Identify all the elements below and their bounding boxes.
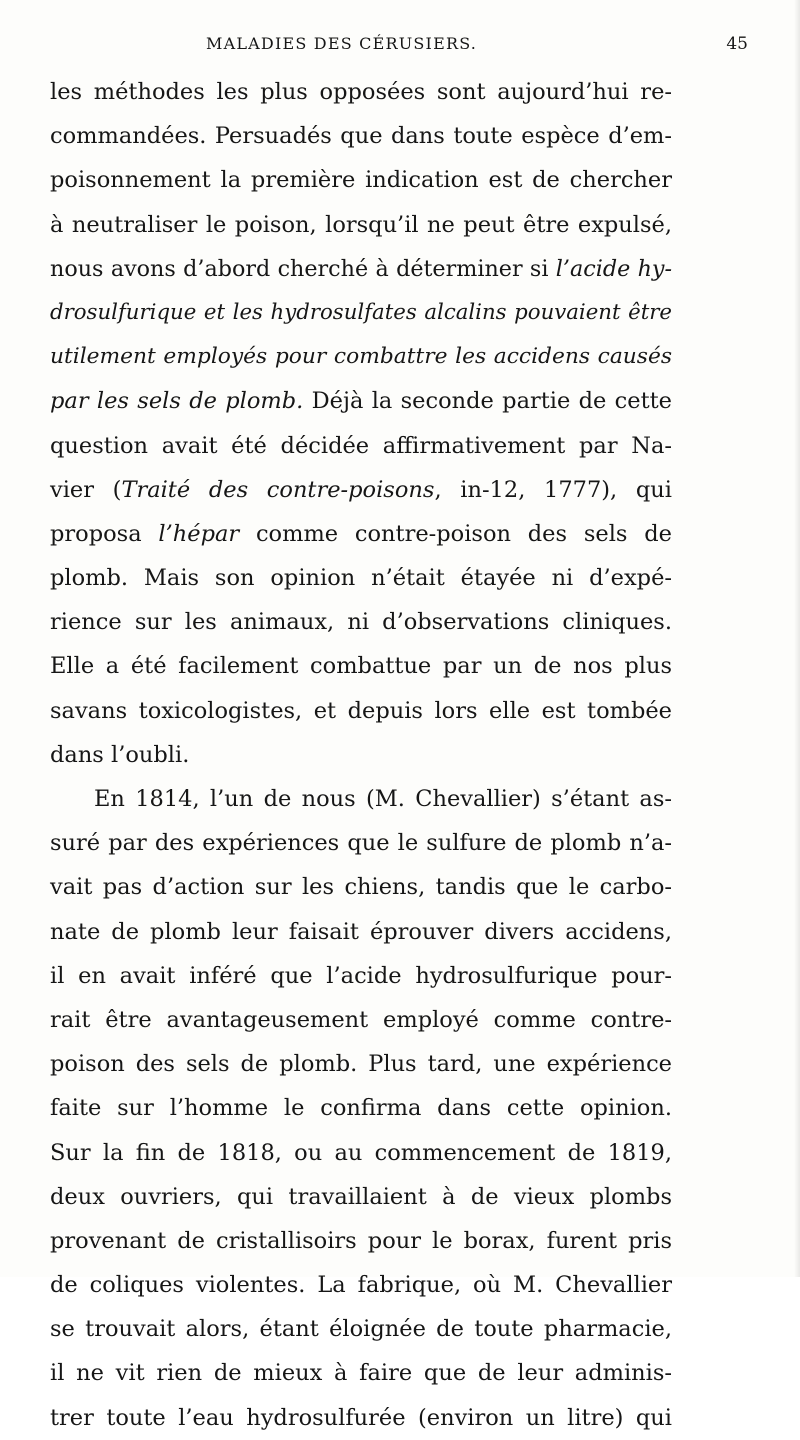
italic-segment: par les sels de plomb.	[50, 388, 304, 415]
page-header	[48, 34, 748, 62]
page-number: 45	[726, 34, 748, 54]
text-line	[50, 379, 672, 423]
text-line	[50, 689, 672, 733]
text-line	[50, 1086, 672, 1130]
text-segment: deux ouvriers, qui travaillaient à de vieux plombs	[50, 1183, 672, 1210]
text-segment: il en avait inféré que l’acide hydrosulfurique pour-	[50, 962, 672, 989]
text-segment: dans l’oubli.	[50, 741, 190, 768]
text-line	[50, 512, 672, 556]
text-segment: rait être avantageusement employé comme contre-	[50, 1006, 672, 1033]
text-segment: poisonnement la première indication est de chercher	[50, 167, 672, 194]
italic-segment: l’acide hy-	[555, 255, 672, 282]
text-segment: vier (	[50, 476, 122, 503]
text-segment: comme contre-poison des sels de	[239, 520, 672, 547]
text-segment: proposa	[50, 520, 159, 547]
text-segment: à neutraliser le poison, lorsqu’il ne peut être expulsé,	[50, 211, 672, 238]
text-line	[50, 556, 672, 600]
text-segment: commandées. Persuadés que dans toute espèce d’em-	[50, 123, 672, 150]
text-line	[50, 600, 672, 644]
text-segment: suré par des expériences que le sulfure de plomb n’a-	[50, 830, 672, 857]
text-segment: Elle a été facilement combattue par un de nos plus	[50, 653, 672, 680]
page-edge-shadow	[794, 0, 800, 1277]
text-line	[50, 998, 672, 1042]
text-segment: vait pas d’action sur les chiens, tandis que le carbo-	[50, 874, 672, 901]
text-line	[50, 468, 672, 512]
text-segment: nate de plomb leur faisait éprouver divers accidens,	[50, 918, 672, 945]
text-segment: provenant de cristallisoirs pour le borax, furent pris	[50, 1227, 672, 1254]
text-line	[50, 954, 672, 998]
text-line	[50, 821, 672, 865]
text-line	[50, 777, 672, 821]
text-line	[50, 1307, 672, 1351]
text-segment: de coliques violentes. La fabrique, où M. Chevallier	[50, 1272, 672, 1299]
italic-segment: utilement employés pour combattre les accidens causés	[50, 344, 672, 370]
text-segment: savans toxicologistes, et depuis lors elle est tombée	[50, 697, 672, 724]
text-line	[50, 247, 672, 291]
text-segment: trer toute l’eau hydrosulfurée (environ un litre) qui	[50, 1404, 672, 1431]
body-text	[50, 70, 672, 1440]
text-line	[50, 1219, 672, 1263]
text-segment: Sur la fin de 1818, ou au commencement de 1819,	[50, 1139, 672, 1166]
text-line	[50, 203, 672, 247]
text-line	[50, 1042, 672, 1086]
running-title: MALADIES DES CÉRUSIERS.	[206, 34, 478, 53]
text-segment: En 1814, l’un de nous (M. Chevallier) s’étant as-	[94, 786, 672, 812]
text-segment: rience sur les animaux, ni d’observations cliniques.	[50, 609, 672, 636]
text-line	[50, 70, 672, 114]
text-segment: il ne vit rien de mieux à faire que de leur adminis-	[50, 1360, 672, 1387]
text-line	[50, 1131, 672, 1175]
text-line	[50, 733, 672, 777]
italic-segment: drosulfurique et les hydrosulfates alcalins pouvaient être	[50, 299, 672, 325]
text-segment: les méthodes les plus opposées sont aujourd’hui re-	[50, 79, 672, 105]
text-line	[50, 291, 672, 335]
text-segment: question avait été décidée affirmativement par Na-	[50, 432, 672, 459]
text-line	[50, 1175, 672, 1219]
text-line	[50, 114, 672, 158]
text-line	[50, 424, 672, 468]
italic-segment: Traité des contre-poisons	[121, 476, 435, 503]
text-segment: plomb. Mais son opinion n’était étayée ni d’expé-	[50, 565, 672, 592]
text-line	[50, 644, 672, 688]
text-segment: se trouvait alors, étant éloignée de toute pharmacie,	[50, 1316, 672, 1343]
text-line	[50, 158, 672, 202]
text-line	[50, 865, 672, 909]
text-line	[50, 335, 672, 379]
italic-segment: l’hépar	[158, 520, 240, 547]
text-segment: , in-12, 1777), qui	[434, 476, 672, 503]
text-line	[50, 1351, 672, 1395]
text-line	[50, 910, 672, 954]
text-line	[50, 1263, 672, 1307]
text-segment: Déjà la seconde partie de cette	[303, 388, 672, 415]
text-segment: nous avons d’abord cherché à déterminer si	[50, 255, 556, 282]
text-line	[50, 1396, 672, 1440]
text-segment: poison des sels de plomb. Plus tard, une expérience	[50, 1051, 672, 1078]
text-segment: faite sur l’homme le confirma dans cette opinion.	[50, 1095, 672, 1122]
